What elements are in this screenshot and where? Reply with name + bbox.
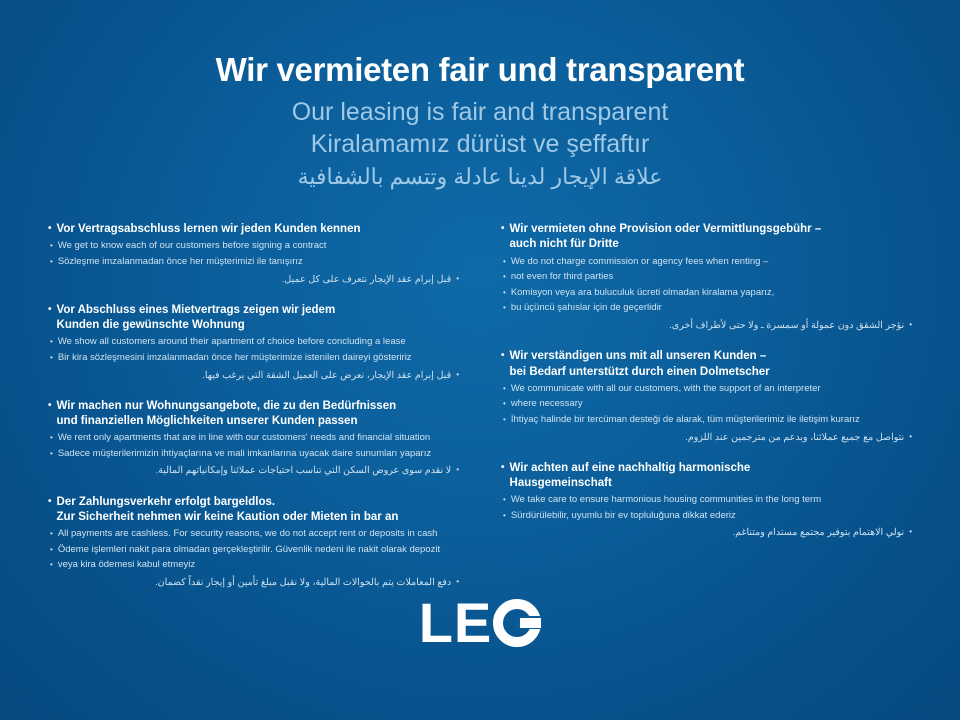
commitment-block [48, 222, 459, 286]
bullet-icon: • [48, 399, 52, 411]
bullet-icon: • [48, 303, 52, 315]
commitment-translation [48, 240, 459, 253]
commitment-translation-text: İhtiyaç halinde bir tercüman desteği de alarak, tüm müşterilerimiz ile iletişim kurarız [510, 413, 860, 425]
bullet-icon: • [50, 337, 53, 347]
commitment-translation-text: Komisyon veya ara buluculuk ücreti olmadan kiralama yaparız, [510, 286, 775, 298]
bullet-icon: • [50, 560, 53, 570]
commitment-translation-text: We communicate with all our customers, with the support of an interpreter [510, 382, 821, 394]
commitment-translation-arabic-text: نتواصل مع جميع عملائنا، وبدعم من مترجمين عند اللزوم. [685, 431, 905, 443]
commitment-translation [501, 271, 912, 284]
page-title-arabic: علاقة الإيجار لدينا عادلة وتتسم بالشفافية [297, 163, 663, 189]
commitment-lead [48, 303, 459, 333]
bullet-icon: • [50, 352, 53, 362]
page-title-english: Our leasing is fair and transparent [291, 98, 669, 127]
commitment-block [501, 222, 912, 332]
commitment-lead-text: Vor Vertragsabschluss lernen wir jeden Kunden kennen [56, 223, 361, 236]
bullet-icon: • [503, 414, 506, 424]
bullet-icon: • [501, 350, 505, 362]
bullet-icon: • [501, 461, 505, 473]
bullet-icon: • [909, 431, 912, 441]
commitment-translation-arabic-text: لا نقدم سوى عروض السكن التي تناسب احتياجات عملائنا وإمكانياتهم المالية. [155, 465, 452, 477]
bullet-icon: • [50, 433, 53, 443]
bullet-icon: • [503, 495, 506, 505]
commitment-lead [48, 399, 459, 429]
commitment-translation-text: Sözleşme imzalanmadan önce her müşterimizi ile tanışırız [57, 255, 303, 267]
commitment-lead [48, 222, 459, 237]
commitment-translation-arabic [501, 526, 912, 539]
bullet-icon: • [50, 448, 53, 458]
commitment-translation-text: Bir kira sözleşmesini imzalanmadan önce her müşterimize istenilen daireyi gösteririz [57, 351, 412, 363]
page-title-turkish: Kiralamamız dürüst ve şeffaftır [310, 130, 650, 159]
commitment-lead [501, 349, 912, 379]
commitment-translation [501, 398, 912, 411]
commitment-translation-arabic [501, 431, 912, 444]
bullet-icon: • [503, 399, 506, 409]
commitment-lead-text: Wir machen nur Wohnungsangebote, die zu den Bedürfnissen und finanziellen Möglichkeiten unserer Kunden passen [56, 399, 397, 427]
commitment-translation-text: We show all customers around their apartment of choice before concluding a lease [57, 336, 406, 348]
bullet-icon: • [503, 272, 506, 282]
left-column [48, 222, 459, 606]
right-column [501, 222, 912, 606]
commitment-translation-arabic-text: دفع المعاملات يتم بالحوالات المالية، ولا نقبل مبلغ تأمين أو إيجار نقداً كضمان. [154, 576, 452, 588]
bullet-icon: • [456, 465, 459, 475]
commitment-lead-text: Der Zahlungsverkehr erfolgt bargeldlos. Zur Sicherheit nehmen wir keine Kaution oder Mieten in bar an [56, 495, 399, 523]
commitment-translation-text: We do not charge commission or agency fees when renting – [510, 255, 769, 267]
commitment-translation-text: not even for third parties [510, 271, 614, 283]
commitment-translation-arabic-text: قبل إبرام عقد الإيجار نتعرف على كل عميل. [281, 273, 452, 285]
bullet-icon: • [50, 544, 53, 554]
commitment-lead-text: Vor Abschluss eines Mietvertrags zeigen wir jedem Kunden die gewünschte Wohnung [56, 303, 336, 332]
commitment-lead [501, 222, 912, 252]
commitment-translation [48, 448, 459, 461]
commitment-translation [48, 544, 459, 557]
commitment-translation-arabic [48, 464, 459, 477]
page-title-german: Wir vermieten fair und transparent [215, 51, 745, 88]
content-columns [0, 222, 960, 606]
commitment-translation-text: We rent only apartments that are in line with our customers' needs and financial situation [57, 432, 431, 444]
commitment-translation [501, 383, 912, 396]
leg-logo [419, 590, 542, 655]
commitment-translation [501, 494, 912, 507]
commitment-translation [501, 302, 912, 315]
commitment-translation-arabic-text: قبل إبرام عقد الإيجار، نعرض على العميل الشقة التي يرغب فيها. [202, 369, 452, 381]
commitment-translation-arabic-text: نؤجر الشقق دون عمولة أو سمسرة ـ ولا حتى لأطراف أخرى. [669, 320, 905, 332]
bullet-icon: • [456, 369, 459, 379]
bullet-icon: • [48, 223, 52, 235]
bullet-icon: • [909, 527, 912, 537]
logo-text: LE [418, 591, 493, 654]
commitment-translation-text: Ödeme işlemleri nakit para olmadan gerçekleştirilir. Güvenlik nedeni ile nakit olarak depozit [57, 543, 441, 555]
headings-group [0, 0, 960, 190]
commitment-lead-text: Wir vermieten ohne Provision oder Vermittlungsgebühr – auch nicht für Dritte [509, 223, 822, 251]
commitment-translation-arabic-text: نولي الاهتمام بتوفير مجتمع مستدام ومتناغم. [732, 527, 905, 539]
commitment-translation [48, 432, 459, 445]
commitment-translation-arabic [48, 576, 459, 589]
commitment-translation [48, 559, 459, 572]
commitment-lead [48, 495, 459, 525]
bullet-icon: • [456, 273, 459, 283]
bullet-icon: • [501, 223, 505, 235]
commitment-translation [501, 256, 912, 269]
bullet-icon: • [456, 576, 459, 586]
commitment-block [48, 495, 459, 590]
bullet-icon: • [909, 320, 912, 330]
commitment-translation [48, 336, 459, 349]
bullet-icon: • [48, 495, 52, 507]
commitment-block [501, 349, 912, 444]
bullet-icon: • [50, 241, 53, 251]
commitment-block [48, 303, 459, 382]
bullet-icon: • [503, 303, 506, 313]
commitment-translation [48, 528, 459, 541]
commitment-lead [501, 461, 912, 491]
commitment-block [48, 399, 459, 478]
commitment-translation-text: We take care to ensure harmonious housing communities in the long term [510, 494, 822, 506]
commitment-translation [501, 287, 912, 300]
commitment-translation-text: All payments are cashless. For security reasons, we do not accept rent or deposits in cash [57, 528, 438, 540]
logo-area [0, 590, 960, 655]
commitment-translation-text: veya kira ödemesi kabul etmeyiz [57, 559, 196, 571]
commitment-translation-text: where necessary [510, 398, 583, 410]
commitment-translation [501, 414, 912, 427]
commitment-block [501, 461, 912, 540]
commitment-lead-text: Wir achten auf eine nachhaltig harmonische Hausgemeinschaft [509, 461, 751, 490]
bullet-icon: • [503, 510, 506, 520]
bullet-icon: • [50, 529, 53, 539]
commitment-translation-text: Sadece müşterilerimizin ihtiyaçlarına ve mali imkanlarına uyacak daire sunumları yaparız [57, 447, 432, 459]
commitment-translation [48, 256, 459, 269]
commitment-translation-arabic [48, 369, 459, 382]
bullet-icon: • [503, 256, 506, 266]
bullet-icon: • [503, 383, 506, 393]
logo-g-mark [493, 599, 541, 647]
commitment-translation-arabic [501, 319, 912, 332]
commitment-translation-text: We get to know each of our customers before signing a contract [57, 240, 327, 252]
bullet-icon: • [50, 256, 53, 266]
commitment-translation-text: Sürdürülebilir, uyumlu bir ev topluluğuna dikkat ederiz [510, 509, 736, 521]
commitment-translation [48, 352, 459, 365]
commitment-translation [501, 510, 912, 523]
commitment-translation-text: bu üçüncü şahıslar için de geçerlidir [510, 302, 662, 314]
bullet-icon: • [503, 287, 506, 297]
commitment-lead-text: Wir verständigen uns mit all unseren Kunden – bei Bedarf unterstützt durch einen Dolmetscher [509, 350, 770, 378]
commitment-translation-arabic [48, 273, 459, 286]
